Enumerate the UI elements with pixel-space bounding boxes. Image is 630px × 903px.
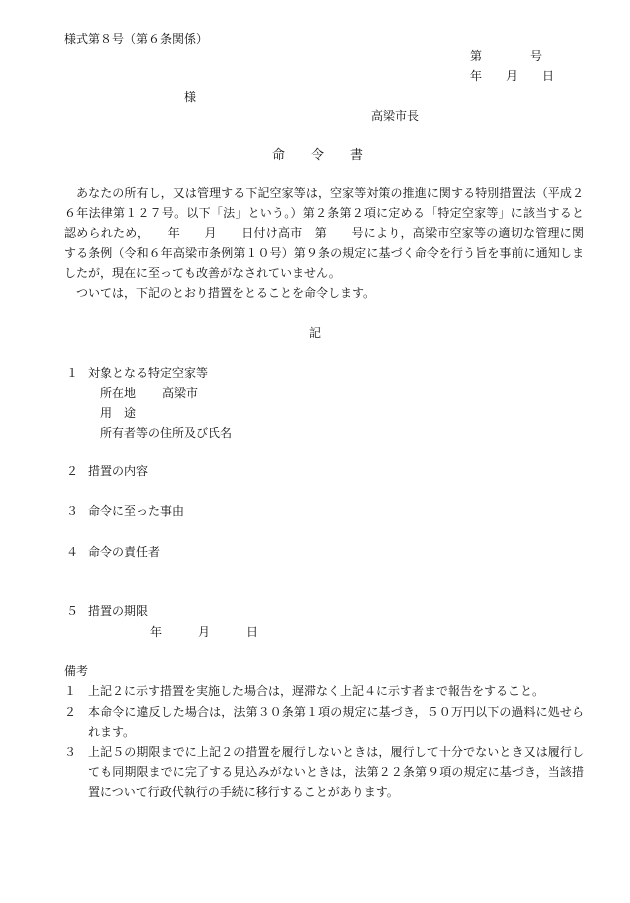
item-5-deadline-date: 年 月 日 (150, 625, 259, 639)
remark-2 (64, 702, 584, 742)
item-3-number: ３ (66, 504, 79, 518)
remark-1-number: １ (64, 684, 77, 698)
use-label: 用 途 (100, 406, 137, 420)
document-date: 年 月 日 (470, 69, 555, 83)
remark-3-text: 上記５の期限までに上記２の措置を履行しないときは，履行して十分でないとき又は履行しても同期限までに完了する見込みがないときは，法第２２条第９項の規定に基づき，当該措置について行政代執行の手続に移行することがあります。 (88, 745, 584, 799)
item-3-label: 命令に至った事由 (88, 504, 185, 518)
remark-2-text: 本命令に違反した場合は，法第３０条第１項の規定に基づき，５０万円以下の過料に処せられます。 (88, 705, 584, 739)
document-number: 第 号 (470, 49, 543, 63)
ki-heading: 記 (309, 326, 322, 340)
body-paragraph-2: ついては，下記のとおり措置をとることを命令します。 (76, 286, 376, 300)
location-label: 所在地 (100, 386, 137, 400)
item-4-number: ４ (66, 545, 79, 559)
location-value: 高梁市 (162, 386, 199, 400)
body-paragraph-1: あなたの所有し，又は管理する下記空家等は，空家等対策の推進に関する特別措置法（平成２６年法律第１２７号。以下「法」という。）第２条第２項に定める「特定空家等」に該当すると認められため， 年 月 日付け高市 第 号により，高梁市空家等の適切な管理に関する条例（令和６年高梁市条例第１０号）第９条の規定に基づく命令を行う旨を事前に通知しましたが，現在に至っても改善がなされていません。 (64, 186, 584, 280)
item-5-label: 措置の期限 (88, 604, 149, 618)
remark-1-text: 上記２に示す措置を実施した場合は，遅滞なく上記４に示す者まで報告をすること。 (88, 684, 545, 698)
remarks-heading: 備考 (64, 664, 89, 678)
item-4-label: 命令の責任者 (88, 545, 161, 559)
item-1-number: １ (66, 366, 79, 380)
item-2-label: 措置の内容 (88, 464, 149, 478)
issuer: 高梁市長 (371, 109, 420, 123)
owner-label: 所有者等の住所及び氏名 (100, 426, 233, 440)
item-2-number: ２ (66, 464, 79, 478)
item-1-label: 対象となる特定空家等 (88, 366, 209, 380)
remark-2-number: ２ (64, 705, 77, 719)
form-label: 様式第８号（第６条関係） (64, 32, 209, 46)
recipient-honorific: 様 (184, 90, 197, 104)
remark-3-number: ３ (64, 745, 77, 759)
remark-3 (64, 742, 584, 802)
item-5-number: ５ (66, 604, 79, 618)
document-title: 命 令 書 (272, 148, 364, 163)
remark-1 (64, 681, 584, 701)
